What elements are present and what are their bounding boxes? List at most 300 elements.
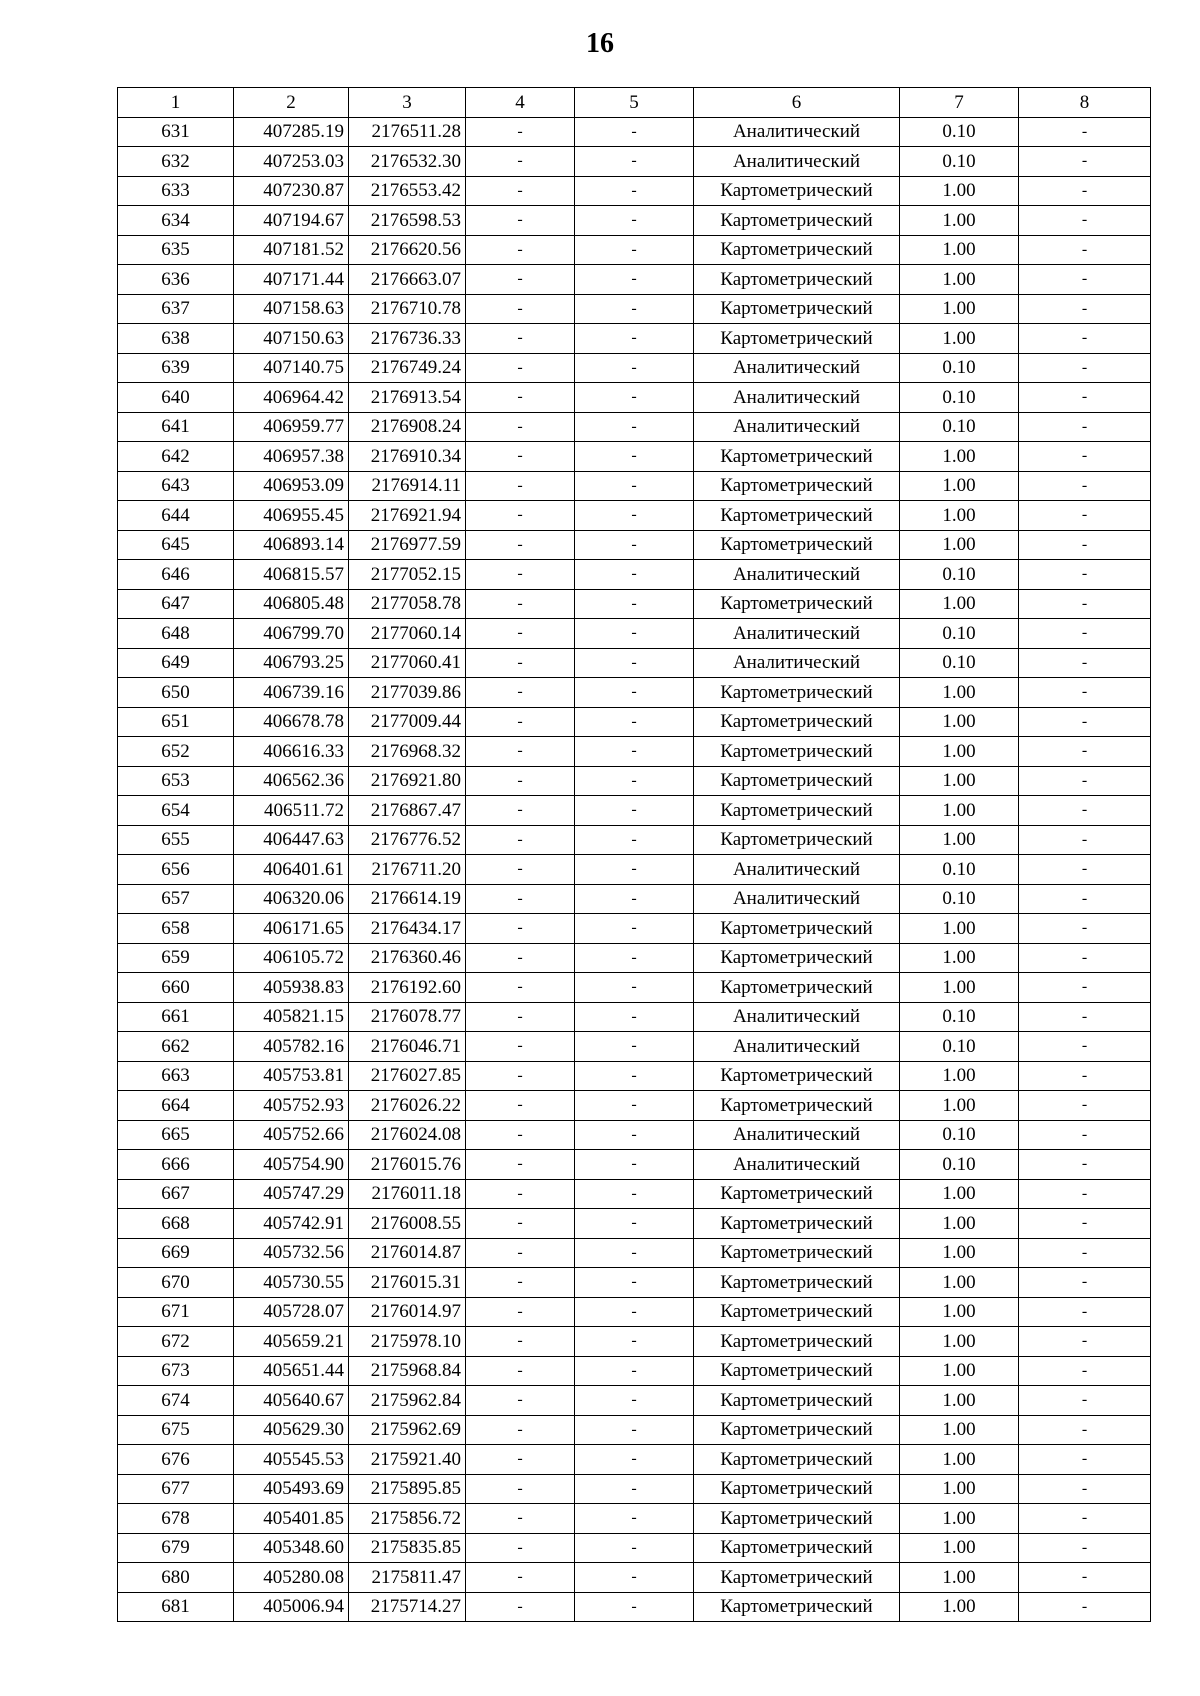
cell-accuracy: 0.10: [900, 147, 1019, 177]
cell-coord-x: 406959.77: [234, 412, 349, 442]
table-row: [118, 324, 1151, 354]
cell-col-5: -: [575, 442, 694, 472]
cell-point-number: 647: [118, 589, 234, 619]
cell-coord-x: 407171.44: [234, 265, 349, 295]
cell-col-4: -: [466, 1002, 575, 1032]
table-row: [118, 973, 1151, 1003]
cell-method: Картометрический: [694, 206, 900, 236]
cell-col-5: -: [575, 589, 694, 619]
cell-col-8: -: [1019, 1120, 1151, 1150]
column-header-4: 4: [466, 88, 575, 118]
cell-col-8: -: [1019, 1504, 1151, 1534]
cell-coord-y: 2176026.22: [349, 1091, 466, 1121]
cell-col-5: -: [575, 707, 694, 737]
cell-point-number: 649: [118, 648, 234, 678]
cell-point-number: 668: [118, 1209, 234, 1239]
cell-col-8: -: [1019, 648, 1151, 678]
cell-col-4: -: [466, 1297, 575, 1327]
cell-accuracy: 1.00: [900, 943, 1019, 973]
cell-coord-x: 405742.91: [234, 1209, 349, 1239]
cell-col-8: -: [1019, 1002, 1151, 1032]
cell-col-5: -: [575, 235, 694, 265]
cell-col-8: -: [1019, 235, 1151, 265]
cell-accuracy: 1.00: [900, 176, 1019, 206]
cell-col-5: -: [575, 1445, 694, 1475]
cell-col-8: -: [1019, 1150, 1151, 1180]
cell-accuracy: 0.10: [900, 560, 1019, 590]
cell-accuracy: 0.10: [900, 648, 1019, 678]
cell-col-4: -: [466, 1533, 575, 1563]
cell-col-8: -: [1019, 383, 1151, 413]
cell-coord-x: 406955.45: [234, 501, 349, 531]
cell-point-number: 641: [118, 412, 234, 442]
cell-method: Картометрический: [694, 1592, 900, 1622]
cell-col-5: -: [575, 1563, 694, 1593]
cell-point-number: 635: [118, 235, 234, 265]
cell-accuracy: 1.00: [900, 442, 1019, 472]
cell-method: Аналитический: [694, 560, 900, 590]
cell-col-4: -: [466, 353, 575, 383]
table-row: [118, 1120, 1151, 1150]
cell-col-5: -: [575, 1356, 694, 1386]
column-header-3: 3: [349, 88, 466, 118]
cell-method: Аналитический: [694, 353, 900, 383]
cell-method: Картометрический: [694, 294, 900, 324]
cell-col-5: -: [575, 1386, 694, 1416]
cell-col-4: -: [466, 412, 575, 442]
cell-coord-y: 2176614.19: [349, 884, 466, 914]
cell-coord-y: 2177058.78: [349, 589, 466, 619]
cell-coord-y: 2176736.33: [349, 324, 466, 354]
cell-point-number: 631: [118, 117, 234, 147]
cell-col-4: -: [466, 707, 575, 737]
table-row: [118, 1150, 1151, 1180]
table-row: [118, 383, 1151, 413]
cell-col-4: -: [466, 589, 575, 619]
cell-coord-y: 2176977.59: [349, 530, 466, 560]
cell-accuracy: 0.10: [900, 412, 1019, 442]
cell-col-5: -: [575, 501, 694, 531]
cell-col-8: -: [1019, 796, 1151, 826]
cell-method: Картометрический: [694, 1327, 900, 1357]
cell-col-4: -: [466, 1415, 575, 1445]
cell-col-4: -: [466, 324, 575, 354]
cell-method: Картометрический: [694, 589, 900, 619]
cell-col-5: -: [575, 678, 694, 708]
cell-point-number: 638: [118, 324, 234, 354]
cell-accuracy: 1.00: [900, 1061, 1019, 1091]
cell-coord-x: 405821.15: [234, 1002, 349, 1032]
cell-accuracy: 1.00: [900, 1504, 1019, 1534]
cell-accuracy: 1.00: [900, 1297, 1019, 1327]
cell-point-number: 671: [118, 1297, 234, 1327]
cell-method: Аналитический: [694, 1002, 900, 1032]
cell-coord-x: 406616.33: [234, 737, 349, 767]
cell-coord-x: 406815.57: [234, 560, 349, 590]
cell-col-4: -: [466, 943, 575, 973]
cell-method: Аналитический: [694, 648, 900, 678]
cell-accuracy: 1.00: [900, 766, 1019, 796]
cell-col-8: -: [1019, 737, 1151, 767]
cell-accuracy: 1.00: [900, 1592, 1019, 1622]
cell-method: Картометрический: [694, 1238, 900, 1268]
column-header-2: 2: [234, 88, 349, 118]
cell-coord-x: 405651.44: [234, 1356, 349, 1386]
cell-coord-y: 2176749.24: [349, 353, 466, 383]
cell-method: Картометрический: [694, 530, 900, 560]
cell-col-5: -: [575, 1002, 694, 1032]
cell-coord-x: 405730.55: [234, 1268, 349, 1298]
cell-col-4: -: [466, 914, 575, 944]
cell-accuracy: 1.00: [900, 1179, 1019, 1209]
cell-col-8: -: [1019, 117, 1151, 147]
cell-col-4: -: [466, 1445, 575, 1475]
cell-method: Картометрический: [694, 1209, 900, 1239]
cell-col-8: -: [1019, 678, 1151, 708]
cell-coord-y: 2176014.97: [349, 1297, 466, 1327]
table-row: [118, 1238, 1151, 1268]
cell-col-8: -: [1019, 1209, 1151, 1239]
cell-col-4: -: [466, 501, 575, 531]
cell-accuracy: 1.00: [900, 206, 1019, 236]
cell-col-8: -: [1019, 294, 1151, 324]
cell-accuracy: 1.00: [900, 294, 1019, 324]
cell-col-5: -: [575, 1533, 694, 1563]
cell-col-4: -: [466, 1356, 575, 1386]
cell-coord-y: 2177060.14: [349, 619, 466, 649]
cell-coord-x: 405629.30: [234, 1415, 349, 1445]
cell-coord-y: 2175921.40: [349, 1445, 466, 1475]
cell-col-8: -: [1019, 1327, 1151, 1357]
table-row: [118, 560, 1151, 590]
cell-col-4: -: [466, 560, 575, 590]
cell-coord-x: 407253.03: [234, 147, 349, 177]
cell-col-5: -: [575, 1091, 694, 1121]
cell-coord-y: 2177009.44: [349, 707, 466, 737]
cell-col-4: -: [466, 1327, 575, 1357]
cell-col-8: -: [1019, 353, 1151, 383]
table-row: [118, 176, 1151, 206]
cell-method: Аналитический: [694, 383, 900, 413]
cell-col-4: -: [466, 1120, 575, 1150]
table-row: [118, 1563, 1151, 1593]
cell-col-5: -: [575, 1268, 694, 1298]
cell-col-8: -: [1019, 471, 1151, 501]
cell-coord-x: 406320.06: [234, 884, 349, 914]
cell-col-5: -: [575, 1474, 694, 1504]
cell-coord-x: 405753.81: [234, 1061, 349, 1091]
cell-accuracy: 1.00: [900, 1356, 1019, 1386]
cell-method: Картометрический: [694, 737, 900, 767]
cell-coord-y: 2176553.42: [349, 176, 466, 206]
cell-point-number: 665: [118, 1120, 234, 1150]
cell-col-8: -: [1019, 884, 1151, 914]
table-row: [118, 501, 1151, 531]
cell-method: Аналитический: [694, 1032, 900, 1062]
cell-col-8: -: [1019, 1563, 1151, 1593]
cell-col-8: -: [1019, 501, 1151, 531]
cell-accuracy: 1.00: [900, 471, 1019, 501]
cell-col-5: -: [575, 412, 694, 442]
cell-coord-x: 405732.56: [234, 1238, 349, 1268]
cell-col-5: -: [575, 825, 694, 855]
cell-col-5: -: [575, 324, 694, 354]
table-row: [118, 914, 1151, 944]
cell-method: Картометрический: [694, 235, 900, 265]
cell-method: Картометрический: [694, 1474, 900, 1504]
cell-point-number: 653: [118, 766, 234, 796]
cell-coord-x: 406799.70: [234, 619, 349, 649]
cell-coord-y: 2175835.85: [349, 1533, 466, 1563]
cell-accuracy: 0.10: [900, 1032, 1019, 1062]
cell-point-number: 640: [118, 383, 234, 413]
cell-coord-y: 2176360.46: [349, 943, 466, 973]
cell-point-number: 680: [118, 1563, 234, 1593]
cell-col-4: -: [466, 619, 575, 649]
table-row: [118, 471, 1151, 501]
table-row: [118, 648, 1151, 678]
cell-point-number: 655: [118, 825, 234, 855]
table-row: [118, 884, 1151, 914]
cell-col-8: -: [1019, 324, 1151, 354]
cell-point-number: 662: [118, 1032, 234, 1062]
cell-coord-x: 407285.19: [234, 117, 349, 147]
cell-point-number: 666: [118, 1150, 234, 1180]
cell-col-5: -: [575, 914, 694, 944]
table-row: [118, 678, 1151, 708]
cell-col-8: -: [1019, 265, 1151, 295]
cell-point-number: 673: [118, 1356, 234, 1386]
cell-point-number: 661: [118, 1002, 234, 1032]
table-row: [118, 1091, 1151, 1121]
cell-method: Картометрический: [694, 1533, 900, 1563]
cell-accuracy: 0.10: [900, 619, 1019, 649]
cell-point-number: 660: [118, 973, 234, 1003]
cell-accuracy: 1.00: [900, 324, 1019, 354]
cell-accuracy: 1.00: [900, 1091, 1019, 1121]
cell-coord-x: 405640.67: [234, 1386, 349, 1416]
column-header-7: 7: [900, 88, 1019, 118]
cell-coord-y: 2175714.27: [349, 1592, 466, 1622]
cell-col-8: -: [1019, 1356, 1151, 1386]
cell-coord-y: 2176008.55: [349, 1209, 466, 1239]
cell-method: Аналитический: [694, 147, 900, 177]
table-row: [118, 353, 1151, 383]
cell-method: Картометрический: [694, 1061, 900, 1091]
cell-accuracy: 1.00: [900, 501, 1019, 531]
cell-coord-y: 2176908.24: [349, 412, 466, 442]
cell-accuracy: 1.00: [900, 1563, 1019, 1593]
cell-col-8: -: [1019, 1445, 1151, 1475]
cell-col-5: -: [575, 1120, 694, 1150]
cell-coord-y: 2176776.52: [349, 825, 466, 855]
cell-coord-y: 2175962.69: [349, 1415, 466, 1445]
cell-method: Картометрический: [694, 1415, 900, 1445]
table-row: [118, 265, 1151, 295]
cell-coord-x: 407150.63: [234, 324, 349, 354]
cell-point-number: 679: [118, 1533, 234, 1563]
cell-coord-x: 405493.69: [234, 1474, 349, 1504]
cell-col-5: -: [575, 973, 694, 1003]
cell-coord-x: 405754.90: [234, 1150, 349, 1180]
cell-method: Аналитический: [694, 1120, 900, 1150]
cell-col-5: -: [575, 796, 694, 826]
table-body: [118, 117, 1151, 1622]
cell-method: Картометрический: [694, 471, 900, 501]
cell-accuracy: 0.10: [900, 117, 1019, 147]
cell-col-4: -: [466, 1179, 575, 1209]
cell-accuracy: 0.10: [900, 855, 1019, 885]
cell-accuracy: 1.00: [900, 530, 1019, 560]
cell-method: Картометрический: [694, 914, 900, 944]
cell-col-5: -: [575, 1297, 694, 1327]
cell-coord-x: 406511.72: [234, 796, 349, 826]
table-row: [118, 943, 1151, 973]
table-row: [118, 796, 1151, 826]
cell-coord-y: 2176620.56: [349, 235, 466, 265]
cell-col-8: -: [1019, 619, 1151, 649]
cell-accuracy: 1.00: [900, 589, 1019, 619]
cell-coord-x: 405348.60: [234, 1533, 349, 1563]
cell-point-number: 648: [118, 619, 234, 649]
cell-col-8: -: [1019, 766, 1151, 796]
cell-coord-y: 2176011.18: [349, 1179, 466, 1209]
cell-coord-y: 2175978.10: [349, 1327, 466, 1357]
cell-col-4: -: [466, 265, 575, 295]
cell-method: Картометрический: [694, 1445, 900, 1475]
cell-col-4: -: [466, 796, 575, 826]
cell-point-number: 678: [118, 1504, 234, 1534]
cell-coord-y: 2176598.53: [349, 206, 466, 236]
cell-accuracy: 1.00: [900, 1268, 1019, 1298]
cell-coord-y: 2176027.85: [349, 1061, 466, 1091]
cell-coord-x: 405545.53: [234, 1445, 349, 1475]
cell-coord-x: 406793.25: [234, 648, 349, 678]
cell-point-number: 664: [118, 1091, 234, 1121]
cell-coord-x: 406953.09: [234, 471, 349, 501]
cell-col-8: -: [1019, 1238, 1151, 1268]
cell-accuracy: 1.00: [900, 825, 1019, 855]
cell-col-4: -: [466, 117, 575, 147]
table-row: [118, 737, 1151, 767]
cell-point-number: 676: [118, 1445, 234, 1475]
cell-col-4: -: [466, 737, 575, 767]
cell-accuracy: 0.10: [900, 1150, 1019, 1180]
cell-col-4: -: [466, 1474, 575, 1504]
cell-point-number: 656: [118, 855, 234, 885]
table-row: [118, 589, 1151, 619]
cell-method: Картометрический: [694, 1386, 900, 1416]
cell-coord-y: 2176710.78: [349, 294, 466, 324]
cell-accuracy: 1.00: [900, 678, 1019, 708]
cell-coord-x: 405728.07: [234, 1297, 349, 1327]
cell-coord-x: 407140.75: [234, 353, 349, 383]
cell-coord-y: 2175968.84: [349, 1356, 466, 1386]
cell-coord-y: 2176046.71: [349, 1032, 466, 1062]
table-row: [118, 1002, 1151, 1032]
cell-point-number: 667: [118, 1179, 234, 1209]
cell-col-5: -: [575, 206, 694, 236]
cell-method: Картометрический: [694, 1356, 900, 1386]
cell-col-8: -: [1019, 412, 1151, 442]
cell-col-5: -: [575, 560, 694, 590]
cell-coord-x: 405401.85: [234, 1504, 349, 1534]
cell-accuracy: 1.00: [900, 1415, 1019, 1445]
cell-col-4: -: [466, 1563, 575, 1593]
cell-coord-y: 2175811.47: [349, 1563, 466, 1593]
cell-method: Картометрический: [694, 943, 900, 973]
table-row: [118, 1179, 1151, 1209]
cell-col-4: -: [466, 825, 575, 855]
cell-col-5: -: [575, 737, 694, 767]
cell-coord-y: 2176968.32: [349, 737, 466, 767]
cell-col-5: -: [575, 943, 694, 973]
cell-col-4: -: [466, 648, 575, 678]
cell-point-number: 659: [118, 943, 234, 973]
cell-accuracy: 1.00: [900, 235, 1019, 265]
coordinates-table: [117, 87, 1151, 1622]
cell-point-number: 669: [118, 1238, 234, 1268]
cell-coord-y: 2177039.86: [349, 678, 466, 708]
cell-col-8: -: [1019, 1091, 1151, 1121]
cell-accuracy: 0.10: [900, 383, 1019, 413]
cell-coord-y: 2177052.15: [349, 560, 466, 590]
cell-accuracy: 0.10: [900, 1120, 1019, 1150]
page-number: 16: [586, 28, 614, 59]
cell-point-number: 646: [118, 560, 234, 590]
cell-accuracy: 1.00: [900, 265, 1019, 295]
cell-accuracy: 1.00: [900, 1327, 1019, 1357]
cell-coord-x: 405752.66: [234, 1120, 349, 1150]
cell-method: Картометрический: [694, 324, 900, 354]
table-row: [118, 707, 1151, 737]
cell-col-5: -: [575, 1504, 694, 1534]
cell-point-number: 681: [118, 1592, 234, 1622]
cell-point-number: 642: [118, 442, 234, 472]
cell-col-5: -: [575, 1032, 694, 1062]
cell-method: Картометрический: [694, 1179, 900, 1209]
cell-col-5: -: [575, 176, 694, 206]
cell-coord-y: 2176913.54: [349, 383, 466, 413]
table-row: [118, 530, 1151, 560]
cell-point-number: 657: [118, 884, 234, 914]
cell-accuracy: 0.10: [900, 884, 1019, 914]
cell-col-8: -: [1019, 589, 1151, 619]
cell-coord-x: 405280.08: [234, 1563, 349, 1593]
cell-col-4: -: [466, 678, 575, 708]
cell-col-4: -: [466, 206, 575, 236]
column-header-1: 1: [118, 88, 234, 118]
cell-point-number: 645: [118, 530, 234, 560]
cell-method: Картометрический: [694, 265, 900, 295]
cell-accuracy: 1.00: [900, 737, 1019, 767]
cell-method: Аналитический: [694, 855, 900, 885]
cell-coord-y: 2176014.87: [349, 1238, 466, 1268]
cell-method: Аналитический: [694, 884, 900, 914]
cell-coord-y: 2176511.28: [349, 117, 466, 147]
cell-coord-x: 406447.63: [234, 825, 349, 855]
table-row: [118, 1032, 1151, 1062]
table-row: [118, 825, 1151, 855]
cell-method: Картометрический: [694, 973, 900, 1003]
table-row: [118, 1592, 1151, 1622]
table-row: [118, 619, 1151, 649]
cell-coord-y: 2176910.34: [349, 442, 466, 472]
cell-coord-y: 2176921.94: [349, 501, 466, 531]
cell-col-4: -: [466, 973, 575, 1003]
cell-coord-x: 406964.42: [234, 383, 349, 413]
cell-col-5: -: [575, 1061, 694, 1091]
